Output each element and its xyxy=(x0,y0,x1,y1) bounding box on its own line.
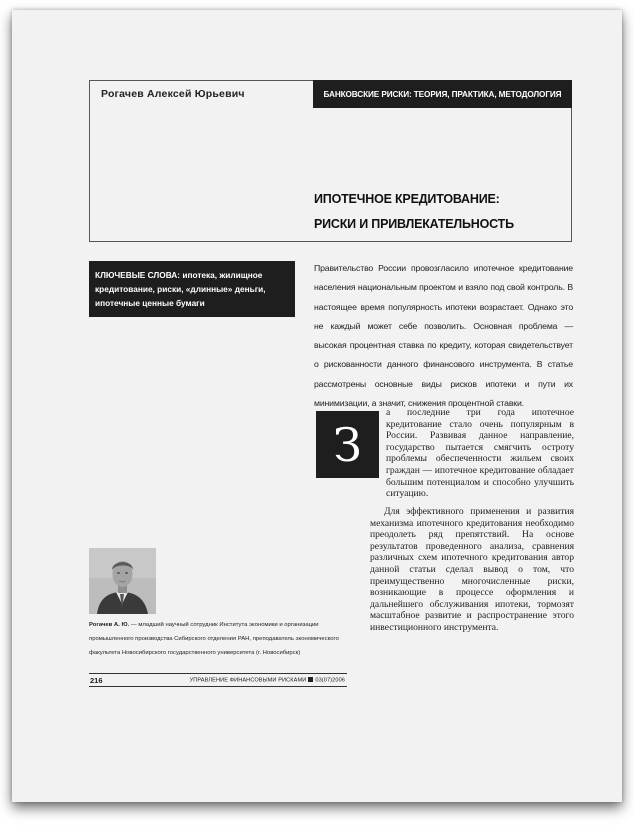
author-caption-name: Рогачев А. Ю. xyxy=(89,622,130,628)
author-name: Рогачев Алексей Юрьевич xyxy=(101,88,245,100)
title-line-1: ИПОТЕЧНОЕ КРЕДИТОВАНИЕ: xyxy=(314,192,500,206)
square-bullet-icon xyxy=(308,677,313,682)
body-paragraph-1: а последние три года ипотечное кредитование стало очень популярным в России. Развивая данное направление, государство пытается смягчить остроту проблемы обеспеченности жильем своих граждан — ипотечное кредитование обладает большим потенциалом и способно улучшить ситуацию. xyxy=(386,407,574,500)
journal-name: УПРАВЛЕНИЕ ФИНАНСОВЫМИ РИСКАМИ xyxy=(189,677,307,684)
article-title xyxy=(314,187,564,237)
author-portrait-image xyxy=(89,548,156,614)
keywords-box: КЛЮЧЕВЫЕ СЛОВА: ипотека, жилищное кредитование, риски, «длинные» деньги, ипотечные ценные бумаги xyxy=(89,261,295,317)
title-line-2: РИСКИ И ПРИВЛЕКАТЕЛЬНОСТЬ xyxy=(314,217,514,231)
drop-cap: З xyxy=(316,411,379,478)
author-photo xyxy=(89,548,156,614)
body-paragraph-2: Для эффективного применения и развития механизма ипотечного кредитования необходимо преодолеть ряд препятствий. На основе результатов проведенного анализа, сравнения различных схем ипотечного кредитования автор данной статьи сделал вывод о том, что преимущественно многочисленные риски, возникающие в процессе оформления и дальнейшего обслуживания ипотеки, тормозят масштабное развитие и распространение этого инвестиционного инструмента. xyxy=(370,506,574,633)
page-number: 216 xyxy=(90,676,103,685)
abstract: Правительство России провозгласило ипотечное кредитование населения национальным проектом и взяло под свой контроль. В настоящее время популярность ипотеки возрастает. Однако это не каждый может себе позволить. Основная проблема — высокая процентная ставка по кредиту, которая свидетельствует о рискованности данного финансового инструмента. В статье рассмотрены основные виды рисков ипотеки и пути их минимизации, а значит, снижения процентной ставки. xyxy=(314,263,573,409)
journal-info xyxy=(190,677,345,684)
journal-issue: 03(07)2006 xyxy=(315,677,345,684)
rubric-banner: БАНКОВСКИЕ РИСКИ: ТЕОРИЯ, ПРАКТИКА, МЕТОДОЛОГИЯ xyxy=(313,80,572,108)
author-caption xyxy=(89,618,347,660)
author-caption-text: — младший научный сотрудник Института экономики и организации промышленного производства Сибирского отделения РАН, преподаватель экономического факультета Новосибирского государственного университета (г. Новосибирск) xyxy=(89,622,339,656)
page-footer xyxy=(89,673,347,687)
